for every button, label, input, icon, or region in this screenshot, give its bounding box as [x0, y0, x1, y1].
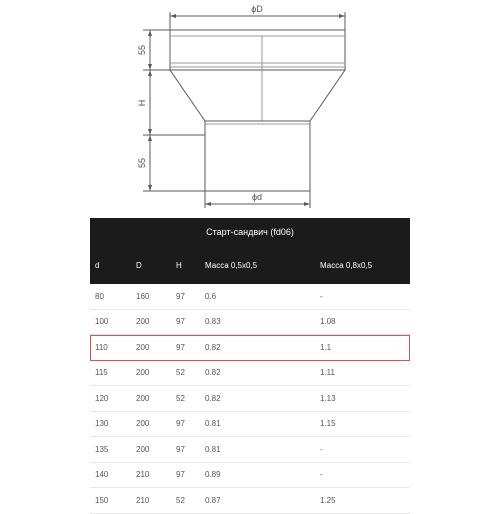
table-row — [90, 284, 410, 310]
cell-mass-08: - — [320, 291, 323, 301]
table-title: Старт-сандвич (fd06) — [90, 218, 410, 247]
cell-D: 200 — [136, 419, 150, 429]
cell-H: 97 — [176, 419, 185, 429]
header-H: H — [176, 261, 182, 270]
inner-diameter-label: ϕd — [251, 192, 263, 202]
cell-d: 150 — [95, 495, 109, 505]
cell-H: 52 — [176, 495, 185, 505]
cell-mass-08: 1.11 — [320, 368, 335, 378]
technical-drawing — [0, 0, 500, 215]
outer-diameter-label: ϕD — [251, 4, 263, 14]
cell-mass-08: 1.25 — [320, 495, 336, 505]
cell-mass-05: 0.82 — [205, 368, 221, 378]
top-height-label: 55 — [137, 44, 147, 56]
cell-mass-05: 0.82 — [205, 342, 221, 352]
header-mass-08: Масса 0,8x0,5 — [320, 261, 373, 270]
cell-d: 80 — [95, 291, 104, 301]
cell-H: 97 — [176, 317, 185, 327]
cell-mass-08: 1.15 — [320, 419, 336, 429]
height-label: H — [137, 99, 147, 107]
cell-H: 97 — [176, 470, 185, 480]
cell-mass-08: 1.1 — [320, 342, 332, 352]
cell-mass-05: 0.83 — [205, 317, 221, 327]
table-body — [90, 284, 410, 514]
cell-H: 97 — [176, 342, 185, 352]
cell-d: 120 — [95, 393, 109, 403]
header-d: d — [95, 261, 100, 270]
table-row — [90, 488, 410, 514]
cell-H: 52 — [176, 368, 185, 378]
spec-table — [90, 218, 410, 514]
cell-mass-05: 0.87 — [205, 495, 221, 505]
cell-D: 200 — [136, 342, 150, 352]
cell-mass-08: - — [320, 444, 323, 454]
cell-D: 200 — [136, 444, 150, 454]
table-row-highlighted — [90, 335, 410, 361]
cell-mass-05: 0.89 — [205, 470, 221, 480]
table-row — [90, 361, 410, 387]
header-mass-05: Масса 0,5x0,5 — [205, 261, 258, 270]
table-row — [90, 437, 410, 463]
cell-mass-08: 1.13 — [320, 393, 336, 403]
cell-D: 200 — [136, 393, 150, 403]
table-header-row — [90, 247, 410, 284]
cell-D: 210 — [136, 470, 150, 480]
cell-H: 97 — [176, 444, 185, 454]
cell-d: 135 — [95, 444, 109, 454]
cell-D: 160 — [136, 291, 150, 301]
cell-d: 110 — [95, 342, 108, 352]
cell-D: 210 — [136, 495, 150, 505]
table-row — [90, 310, 410, 336]
cell-mass-05: 0.82 — [205, 393, 221, 403]
cell-mass-08: - — [320, 470, 323, 480]
cell-mass-05: 0.6 — [205, 291, 217, 301]
table-row — [90, 463, 410, 489]
cell-H: 52 — [176, 393, 185, 403]
cell-d: 140 — [95, 470, 109, 480]
sandwich-start-diagram — [0, 0, 500, 215]
cell-mass-08: 1.08 — [320, 317, 336, 327]
header-D: D — [136, 261, 142, 270]
table-row — [90, 412, 410, 438]
cell-mass-05: 0.81 — [205, 444, 221, 454]
reducer-cone — [170, 70, 345, 121]
table-row — [90, 386, 410, 412]
cell-mass-05: 0.81 — [205, 419, 221, 429]
cell-d: 130 — [95, 419, 109, 429]
bottom-cylinder — [205, 121, 310, 191]
cell-d: 115 — [95, 368, 108, 378]
cell-H: 97 — [176, 291, 185, 301]
cell-d: 100 — [95, 317, 109, 327]
cell-D: 200 — [136, 368, 150, 378]
cell-D: 200 — [136, 317, 150, 327]
bottom-height-label: 55 — [137, 157, 147, 169]
